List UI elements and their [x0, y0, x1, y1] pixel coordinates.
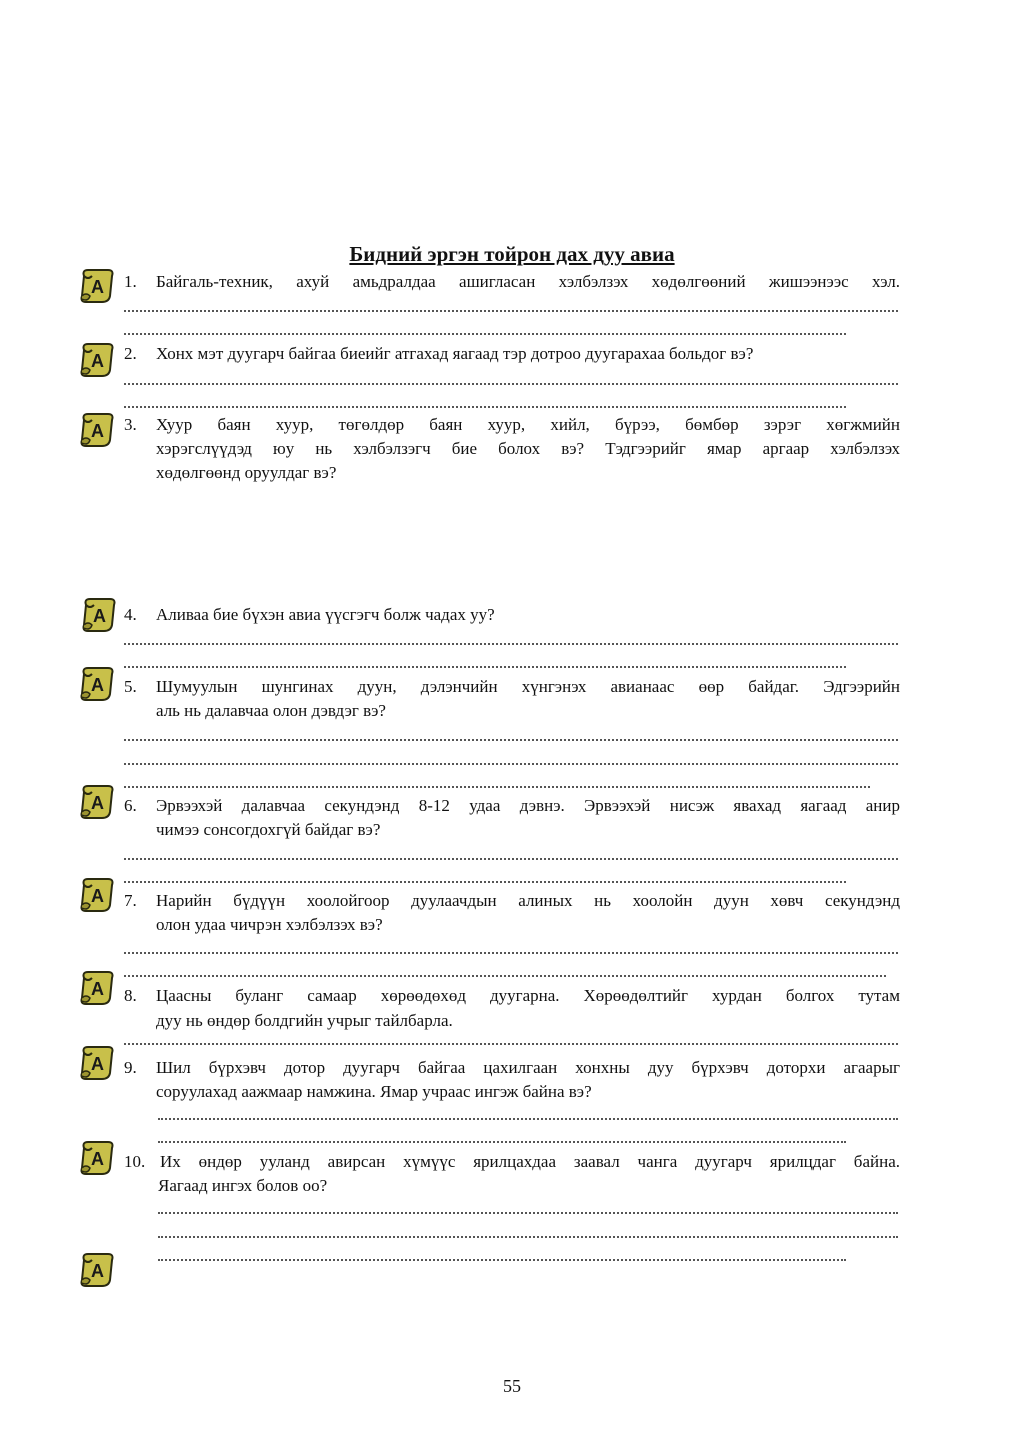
question-number: 9.	[124, 1058, 137, 1077]
question-text: Эрвээхэй далавчаа секундэнд 8-12 удаа дэвнэ. Эрвээхэй нисэж явахад яагаад анир	[156, 796, 900, 815]
scroll-letter-a-icon	[80, 595, 120, 633]
question-text: Хуур баян хуур, төгөлдөр баян хуур, хийл, бүрээ, бөмбөр зэрэг хөгжмийн	[156, 415, 900, 434]
question-text: дуу нь өндөр болдгийн учрыг тайлбарла.	[156, 1011, 453, 1030]
question-text: Шумуулын шунгинах дуун, дэлэнчийн хүнгэнэх авианаас өөр байдаг. Эдгээрийн	[156, 677, 900, 696]
scroll-letter-a-icon	[78, 410, 118, 448]
question-text: Яагаад ингэх болов оо?	[158, 1176, 328, 1195]
answer-line[interactable]	[124, 763, 898, 765]
scroll-letter-a-icon	[78, 340, 118, 378]
question-text: Нарийн бүдүүн хоолойгоор дуулаачдын алиных нь хоолойн дуун хөвч секундэнд	[156, 891, 900, 910]
question-text: хөдөлгөөнд оруулдаг вэ?	[156, 463, 337, 482]
question-text: Хонх мэт дуугарч байгаа биеийг атгахад яагаад тэр дотроо дуугарахаа больдог вэ?	[156, 344, 754, 363]
answer-line[interactable]	[124, 310, 898, 312]
page-title: Бидний эргэн тойрон дах дуу авиа	[349, 242, 675, 266]
question-number: 8.	[124, 986, 137, 1005]
scroll-letter-a-icon	[78, 875, 118, 913]
question-number: 6.	[124, 796, 137, 815]
answer-line[interactable]	[124, 786, 870, 788]
page-number: 55	[503, 1376, 521, 1396]
answer-line[interactable]	[124, 739, 898, 741]
answer-line[interactable]	[158, 1212, 898, 1214]
answer-line[interactable]	[124, 383, 898, 385]
answer-line[interactable]	[158, 1118, 898, 1120]
question-number: 4.	[124, 605, 137, 624]
scroll-letter-a-icon	[78, 266, 118, 304]
answer-line[interactable]	[158, 1236, 898, 1238]
answer-line[interactable]	[158, 1259, 846, 1261]
scroll-letter-a-icon	[78, 1250, 118, 1288]
question-number: 2.	[124, 344, 137, 363]
question-text: Шил бүрхэвч дотор дуугарч байгаа цахилгаан хонхны дуу бүрхэвч доторхи агаарыг	[156, 1058, 900, 1077]
answer-line[interactable]	[124, 333, 846, 335]
answer-line[interactable]	[124, 666, 846, 668]
question-number: 1.	[124, 272, 137, 291]
question-text: Аливаа бие бүхэн авиа үүсгэгч болж чадах уу?	[156, 605, 495, 624]
answer-line[interactable]	[124, 1043, 898, 1045]
question-text: Их өндөр ууланд авирсан хүмүүс ярилцахдаа заавал чанга дуугарч ярилцдаг байна.	[160, 1152, 900, 1171]
scroll-letter-a-icon	[78, 664, 118, 702]
answer-line[interactable]	[124, 952, 898, 954]
answer-line[interactable]	[124, 858, 898, 860]
question-number: 10.	[124, 1152, 146, 1171]
answer-line[interactable]	[124, 643, 898, 645]
question-text: хэрэгслүүдэд юу нь хэлбэлзэгч бие болох вэ? Тэдгээрийг ямар аргаар хэлбэлзэх	[156, 439, 900, 458]
scroll-letter-a-icon	[78, 968, 118, 1006]
question-number: 5.	[124, 677, 137, 696]
question-number: 7.	[124, 891, 137, 910]
scroll-letter-a-icon	[78, 1138, 118, 1176]
question-text: чимээ сонсогдохгүй байдаг вэ?	[156, 820, 381, 839]
answer-line[interactable]	[158, 1141, 846, 1143]
answer-line[interactable]	[124, 975, 886, 977]
question-text: олон удаа чичрэн хэлбэлзэх вэ?	[156, 915, 383, 934]
answer-line[interactable]	[124, 881, 846, 883]
scroll-letter-a-icon	[78, 1043, 118, 1081]
question-text: аль нь далавчаа олон дэвдэг вэ?	[156, 701, 386, 720]
question-text: Цаасны буланг самаар хөрөөдөхөд дуугарна. Хөрөөдөлтийг хурдан болгох тутам	[156, 986, 900, 1005]
question-text: Байгаль-техник, ахуй амьдралдаа ашигласан хэлбэлзэх хөдөлгөөний жишээнээс хэл.	[156, 272, 900, 291]
answer-line[interactable]	[124, 406, 846, 408]
scroll-letter-a-icon	[78, 782, 118, 820]
question-text: соруулахад аажмаар намжина. Ямар учраас ингэж байна вэ?	[156, 1082, 592, 1101]
question-number: 3.	[124, 415, 137, 434]
